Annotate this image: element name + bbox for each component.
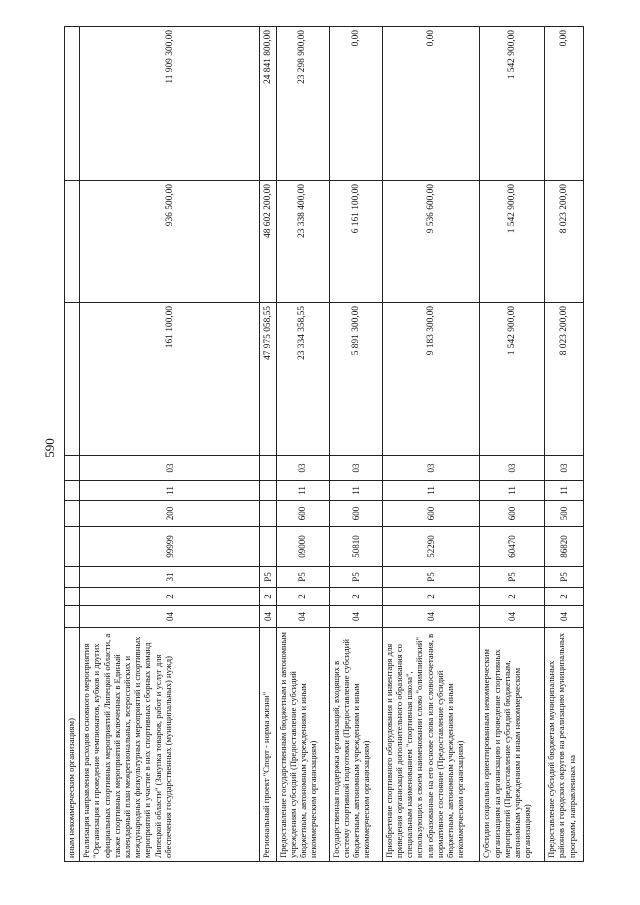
code-cell: 09000: [276, 527, 329, 567]
amount-cell: 48 602 200,00: [260, 181, 276, 303]
code-cell: 11: [382, 481, 480, 501]
code-cell: 2: [480, 588, 545, 606]
amount-cell: 6 161 100,00: [329, 181, 382, 303]
amount-cell: 936 500,00: [80, 181, 260, 303]
amount-cell: [65, 27, 80, 181]
code-cell: 2: [80, 588, 260, 606]
amount-cell: 23 334 358,55: [276, 303, 329, 456]
code-cell: 04: [80, 606, 260, 628]
amount-cell: 5 891 300,00: [329, 303, 382, 456]
amount-cell: [65, 181, 80, 303]
table-row: [80, 27, 260, 862]
code-cell: 03: [276, 456, 329, 481]
code-cell: [260, 481, 276, 501]
code-cell: [65, 456, 80, 481]
amount-cell: 1 542 900,00: [480, 27, 545, 181]
code-cell: [260, 456, 276, 481]
code-cell: 50810: [329, 527, 382, 567]
code-cell: 2: [382, 588, 480, 606]
amount-cell: 1 542 900,00: [480, 181, 545, 303]
code-cell: 03: [382, 456, 480, 481]
code-cell: 04: [260, 606, 276, 628]
code-cell: 99999: [80, 527, 260, 567]
code-cell: 500: [545, 501, 584, 527]
code-cell: [65, 481, 80, 501]
code-cell: 03: [80, 456, 260, 481]
amount-cell: 161 100,00: [80, 303, 260, 456]
code-cell: 2: [329, 588, 382, 606]
code-cell: 60470: [480, 527, 545, 567]
code-cell: 86820: [545, 527, 584, 567]
code-cell: 2: [545, 588, 584, 606]
amount-cell: 1 542 900,00: [480, 303, 545, 456]
amount-cell: 11 909 300,00: [80, 27, 260, 181]
code-cell: [65, 567, 80, 588]
code-cell: P5: [545, 567, 584, 588]
code-cell: P5: [480, 567, 545, 588]
code-cell: P5: [260, 567, 276, 588]
row-name-cell: Приобретение спортивного оборудования и инвентаря для приведения организаций дополнительного образования со специальным наименованием "спортивная школа", использующих в своем наименовании слово "олимпийский" или образованные на его основе слова или словосочетания, в нормативное состояние (Предоставление субсидий бюджетным, автономным учреждениям и иным некоммерческим организациям): [382, 628, 480, 862]
table-row: [260, 27, 276, 862]
code-cell: 04: [545, 606, 584, 628]
code-cell: 11: [480, 481, 545, 501]
amount-cell: 8 023 200,00: [545, 181, 584, 303]
code-cell: P5: [276, 567, 329, 588]
amount-cell: 9 183 300,00: [382, 303, 480, 456]
amount-cell: 8 023 200,00: [545, 303, 584, 456]
code-cell: 52290: [382, 527, 480, 567]
amount-cell: 0,00: [545, 27, 584, 181]
row-name-cell: Субсидии социально ориентированным некоммерческим организациям на организацию и проведение спортивных мероприятий (Предоставление субсидий бюджетным, автономным учреждениям и иным некоммерческим организациям): [480, 628, 545, 862]
row-name-cell: Государственная поддержка организаций, входящих в систему спортивной подготовки (Предоставление субсидий бюджетным, автономным учреждениям и иным некоммерческим организациям): [329, 628, 382, 862]
amount-cell: 0,00: [329, 27, 382, 181]
amount-cell: [65, 303, 80, 456]
code-cell: [65, 606, 80, 628]
code-cell: 600: [480, 501, 545, 527]
code-cell: 03: [480, 456, 545, 481]
budget-table: [64, 26, 584, 862]
code-cell: P5: [382, 567, 480, 588]
table-row: [382, 27, 480, 862]
code-cell: P5: [329, 567, 382, 588]
table-row: [480, 27, 545, 862]
table-row: [65, 27, 80, 862]
page-number: 590: [42, 438, 57, 458]
amount-cell: 23 338 400,00: [276, 181, 329, 303]
table-row: [545, 27, 584, 862]
code-cell: 2: [260, 588, 276, 606]
code-cell: 600: [276, 501, 329, 527]
code-cell: 03: [329, 456, 382, 481]
amount-cell: 24 841 800,00: [260, 27, 276, 181]
code-cell: 31: [80, 567, 260, 588]
code-cell: 600: [329, 501, 382, 527]
code-cell: [65, 501, 80, 527]
code-cell: [260, 501, 276, 527]
code-cell: 11: [545, 481, 584, 501]
code-cell: 200: [80, 501, 260, 527]
row-name-cell: иным некоммерческим организациям): [65, 628, 80, 862]
budget-table-container: [64, 27, 584, 862]
code-cell: [260, 527, 276, 567]
code-cell: 04: [480, 606, 545, 628]
code-cell: 11: [329, 481, 382, 501]
table-row: [329, 27, 382, 862]
amount-cell: 9 536 600,00: [382, 181, 480, 303]
code-cell: 04: [382, 606, 480, 628]
code-cell: 600: [382, 501, 480, 527]
amount-cell: 47 975 058,55: [260, 303, 276, 456]
code-cell: 11: [276, 481, 329, 501]
code-cell: [65, 527, 80, 567]
code-cell: [65, 588, 80, 606]
amount-cell: 0,00: [382, 27, 480, 181]
code-cell: 2: [276, 588, 329, 606]
row-name-cell: Региональный проект "Спорт - норма жизни": [260, 628, 276, 862]
code-cell: 03: [545, 456, 584, 481]
code-cell: 04: [276, 606, 329, 628]
row-name-cell: Предоставление государственным бюджетным и автономным учреждениям субсидий (Предоставление субсидий бюджетным, автономным учреждениям и иным некоммерческим организациям): [276, 628, 329, 862]
table-row: [276, 27, 329, 862]
amount-cell: 23 298 900,00: [276, 27, 329, 181]
code-cell: 04: [329, 606, 382, 628]
row-name-cell: Предоставление субсидий бюджетам муниципальных районов и городских округов на реализацию муниципальных программ, направленных на: [545, 628, 584, 862]
row-name-cell: Реализация направления расходов основного мероприятия "Организация и проведение чемпионатов, кубков и других официальных спортивных мероприятий Липецкой области, а также спортивных мероприятий включенных в Единый календарный план межрегиональных, всероссийских и международных физкультурных мероприятий и спортивных мероприятий и участие в них спортивных сборных команд Липецкой области" (Закупка товаров, работ и услуг для обеспечения государственных (муниципальных) нужд): [80, 628, 260, 862]
code-cell: 11: [80, 481, 260, 501]
